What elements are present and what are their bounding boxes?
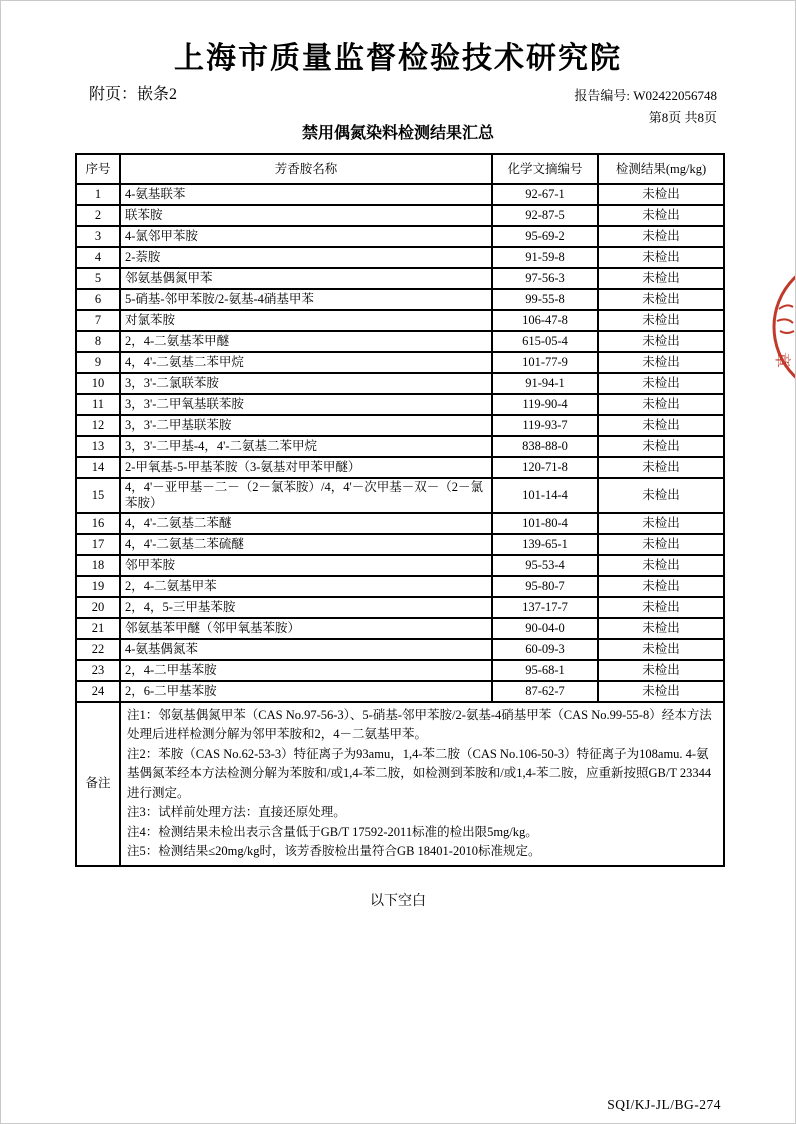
row-index: 17 xyxy=(76,534,120,555)
detection-result: 未检出 xyxy=(598,681,724,702)
row-index: 7 xyxy=(76,310,120,331)
detection-result: 未检出 xyxy=(598,457,724,478)
cas-number: 101-14-4 xyxy=(492,478,598,513)
row-index: 21 xyxy=(76,618,120,639)
amine-name: 5-硝基-邻甲苯胺/2-氨基-4硝基甲苯 xyxy=(120,289,492,310)
table-row xyxy=(76,618,724,639)
table-row xyxy=(76,394,724,415)
detection-result: 未检出 xyxy=(598,513,724,534)
cas-number: 95-68-1 xyxy=(492,660,598,681)
table-row xyxy=(76,639,724,660)
cas-number: 106-47-8 xyxy=(492,310,598,331)
amine-name: 2-甲氧基-5-甲基苯胺（3-氨基对甲苯甲醚） xyxy=(120,457,492,478)
detection-result: 未检出 xyxy=(598,555,724,576)
table-row xyxy=(76,331,724,352)
row-index: 10 xyxy=(76,373,120,394)
column-header-amine-name: 芳香胺名称 xyxy=(120,154,492,184)
detection-result: 未检出 xyxy=(598,576,724,597)
detection-result: 未检出 xyxy=(598,534,724,555)
detection-result: 未检出 xyxy=(598,289,724,310)
row-index: 3 xyxy=(76,226,120,247)
detection-result: 未检出 xyxy=(598,597,724,618)
table-row xyxy=(76,310,724,331)
document-code: SQI/KJ-JL/BG-274 xyxy=(607,1097,721,1112)
detection-result: 未检出 xyxy=(598,639,724,660)
amine-name: 2，4-二氨基甲苯 xyxy=(120,576,492,597)
table-row xyxy=(76,534,724,555)
cas-number: 615-05-4 xyxy=(492,331,598,352)
amine-name: 4，4'-二氨基二苯甲烷 xyxy=(120,352,492,373)
column-header-index: 序号 xyxy=(76,154,120,184)
row-index: 14 xyxy=(76,457,120,478)
remark-line: 注1：邻氨基偶氮甲苯（CAS No.97-56-3）、5-硝基-邻甲苯胺/2-氨基-4硝基甲苯（CAS No.99-55-8）经本方法处理后进样检测分解为邻甲苯胺和2，4－二氨基甲苯。 xyxy=(127,707,712,741)
column-header-cas-number: 化学文摘编号 xyxy=(492,154,598,184)
remark-line: 注4：检测结果未检出表示含量低于GB/T 17592-2011标准的检出限5mg/kg。 xyxy=(127,824,538,839)
red-seal-fragment xyxy=(771,263,795,395)
table-row xyxy=(76,352,724,373)
report-number: 报告编号: W02422056748 xyxy=(574,88,717,103)
detection-result: 未检出 xyxy=(598,268,724,289)
row-index: 2 xyxy=(76,205,120,226)
cas-number: 139-65-1 xyxy=(492,534,598,555)
amine-name: 邻甲苯胺 xyxy=(120,555,492,576)
table-row xyxy=(76,597,724,618)
row-index: 5 xyxy=(76,268,120,289)
row-index: 19 xyxy=(76,576,120,597)
table-row xyxy=(76,247,724,268)
amine-name: 3，3'-二甲基联苯胺 xyxy=(120,415,492,436)
amine-name: 2，4，5-三甲基苯胺 xyxy=(120,597,492,618)
column-header-result: 检测结果(mg/kg) xyxy=(598,154,724,184)
table-row xyxy=(76,205,724,226)
cas-number: 87-62-7 xyxy=(492,681,598,702)
cas-number: 91-94-1 xyxy=(492,373,598,394)
cas-number: 95-69-2 xyxy=(492,226,598,247)
cas-number: 838-88-0 xyxy=(492,436,598,457)
table-row xyxy=(76,681,724,702)
below-blank-text: 以下空白 xyxy=(370,894,426,909)
remarks-label: 备注 xyxy=(76,702,120,866)
cas-number: 137-17-7 xyxy=(492,597,598,618)
cas-number: 91-59-8 xyxy=(492,247,598,268)
amine-name: 联苯胺 xyxy=(120,205,492,226)
row-index: 18 xyxy=(76,555,120,576)
cas-number: 99-55-8 xyxy=(492,289,598,310)
row-index: 15 xyxy=(76,478,120,513)
amine-name: 邻氨基苯甲醚（邻甲氧基苯胺） xyxy=(120,618,492,639)
amine-name: 4-氯邻甲苯胺 xyxy=(120,226,492,247)
row-index: 20 xyxy=(76,597,120,618)
amine-name: 2-萘胺 xyxy=(120,247,492,268)
detection-result: 未检出 xyxy=(598,478,724,513)
amine-name: 2，4-二氨基苯甲醚 xyxy=(120,331,492,352)
cas-number: 101-77-9 xyxy=(492,352,598,373)
table-row xyxy=(76,660,724,681)
amine-name: 4，4'-二氨基二苯硫醚 xyxy=(120,534,492,555)
cas-number: 119-93-7 xyxy=(492,415,598,436)
row-index: 22 xyxy=(76,639,120,660)
row-index: 12 xyxy=(76,415,120,436)
row-index: 23 xyxy=(76,660,120,681)
cas-number: 90-04-0 xyxy=(492,618,598,639)
table-row xyxy=(76,555,724,576)
row-index: 9 xyxy=(76,352,120,373)
cas-number: 95-80-7 xyxy=(492,576,598,597)
row-index: 6 xyxy=(76,289,120,310)
detection-result: 未检出 xyxy=(598,394,724,415)
detection-result: 未检出 xyxy=(598,352,724,373)
detection-result: 未检出 xyxy=(598,184,724,205)
cas-number: 101-80-4 xyxy=(492,513,598,534)
table-header-row xyxy=(76,154,724,184)
cas-number: 60-09-3 xyxy=(492,639,598,660)
cas-number: 92-87-5 xyxy=(492,205,598,226)
amine-name: 邻氨基偶氮甲苯 xyxy=(120,268,492,289)
detection-result: 未检出 xyxy=(598,205,724,226)
seal-character: 章 xyxy=(773,352,790,369)
amine-name: 4，4'-二氨基二苯醚 xyxy=(120,513,492,534)
cas-number: 120-71-8 xyxy=(492,457,598,478)
table-row xyxy=(76,513,724,534)
table-row xyxy=(76,226,724,247)
row-index: 1 xyxy=(76,184,120,205)
page-number-info: 第8页 共8页 xyxy=(648,110,717,125)
seal-arc xyxy=(774,263,795,395)
row-index: 24 xyxy=(76,681,120,702)
table-title: 禁用偶氮染料检测结果汇总 xyxy=(301,125,494,142)
table-row xyxy=(76,478,724,513)
institute-title: 上海市质量监督检验技术研究院 xyxy=(174,42,622,75)
detection-result: 未检出 xyxy=(598,373,724,394)
amine-name: 4，4'－亚甲基－二－（2－氯苯胺）/4，4'－次甲基－双－（2－氯苯胺） xyxy=(120,478,492,513)
amine-name: 3，3'-二氯联苯胺 xyxy=(120,373,492,394)
remarks-content xyxy=(120,702,724,866)
remark-line: 注3：试样前处理方法：直接还原处理。 xyxy=(127,805,346,819)
detection-result: 未检出 xyxy=(598,436,724,457)
cas-number: 95-53-4 xyxy=(492,555,598,576)
attachment-label: 附页：嵌条2 xyxy=(89,86,178,103)
remark-line: 注5：检测结果≤20mg/kg时，该芳香胺检出量符合GB 18401-2010标准规定。 xyxy=(127,844,541,858)
row-index: 16 xyxy=(76,513,120,534)
detection-result: 未检出 xyxy=(598,331,724,352)
results-table xyxy=(75,153,725,867)
row-index: 11 xyxy=(76,394,120,415)
seal-glyph-strokes xyxy=(777,305,794,333)
detection-result: 未检出 xyxy=(598,310,724,331)
table-row xyxy=(76,268,724,289)
cas-number: 119-90-4 xyxy=(492,394,598,415)
row-index: 4 xyxy=(76,247,120,268)
table-row xyxy=(76,289,724,310)
amine-name: 4-氨基联苯 xyxy=(120,184,492,205)
table-row xyxy=(76,576,724,597)
amine-name: 4-氨基偶氮苯 xyxy=(120,639,492,660)
detection-result: 未检出 xyxy=(598,660,724,681)
table-row xyxy=(76,457,724,478)
amine-name: 2，4-二甲基苯胺 xyxy=(120,660,492,681)
amine-name: 3，3'-二甲基-4，4'-二氨基二苯甲烷 xyxy=(120,436,492,457)
detection-result: 未检出 xyxy=(598,415,724,436)
amine-name: 2，6-二甲基苯胺 xyxy=(120,681,492,702)
detection-result: 未检出 xyxy=(598,247,724,268)
detection-result: 未检出 xyxy=(598,618,724,639)
table-row xyxy=(76,184,724,205)
amine-name: 3，3'-二甲氧基联苯胺 xyxy=(120,394,492,415)
cas-number: 97-56-3 xyxy=(492,268,598,289)
remarks-row xyxy=(76,702,724,866)
table-row xyxy=(76,415,724,436)
table-row xyxy=(76,373,724,394)
amine-name: 对氯苯胺 xyxy=(120,310,492,331)
row-index: 13 xyxy=(76,436,120,457)
detection-result: 未检出 xyxy=(598,226,724,247)
row-index: 8 xyxy=(76,331,120,352)
cas-number: 92-67-1 xyxy=(492,184,598,205)
table-row xyxy=(76,436,724,457)
remark-line: 注2：苯胺（CAS No.62-53-3）特征离子为93amu，1,4-苯二胺（CAS No.106-50-3）特征离子为108amu. 4-氨基偶氮苯经本方法检测分解为苯胺和/或1,4-苯二胺，如检测到苯胺和/或1,4-苯二胺，应重新按照GB/T 23344进行测定。 xyxy=(127,746,712,800)
